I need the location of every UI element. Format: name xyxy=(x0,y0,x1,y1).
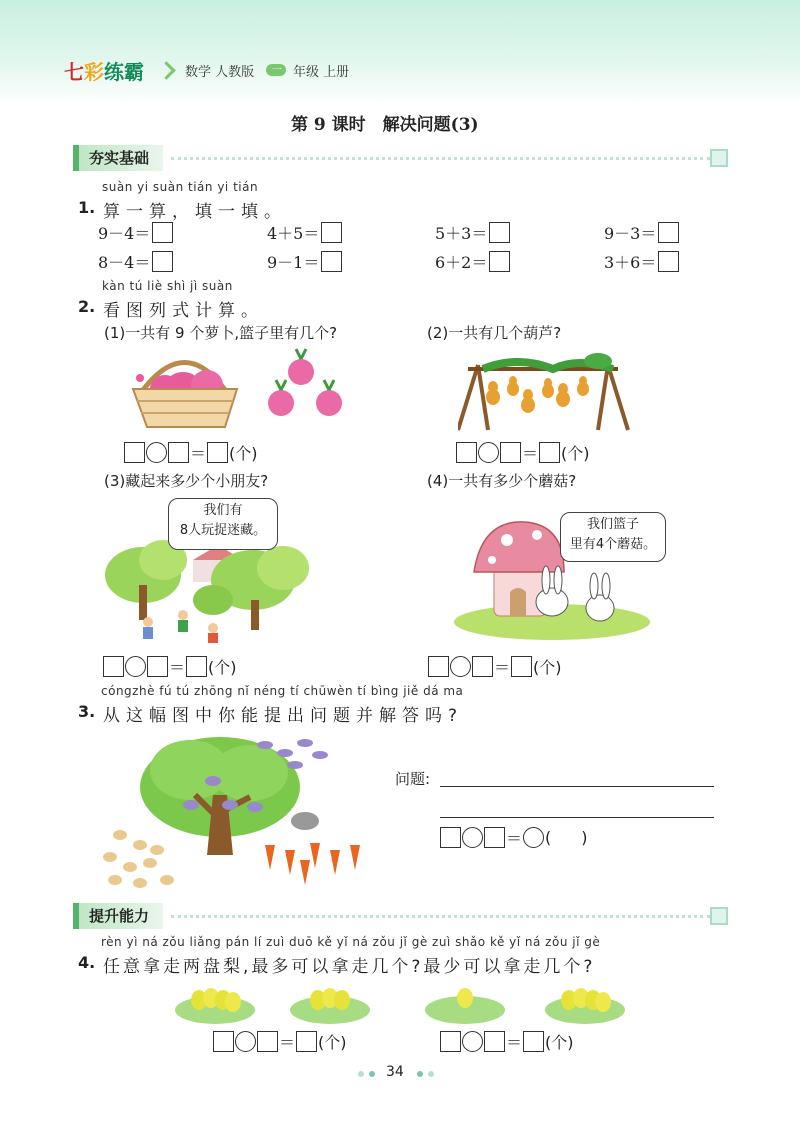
unit-label: (个) xyxy=(561,444,590,463)
q1-item: 4＋5＝ xyxy=(267,221,342,244)
operator-circle[interactable] xyxy=(478,442,499,463)
page-dot xyxy=(428,1071,434,1077)
plate-1 xyxy=(175,988,255,1024)
answer-box[interactable] xyxy=(511,656,532,677)
q3-text: 从这幅图中你能提出问题并解答吗? xyxy=(103,706,464,726)
q1-item: 5＋3＝ xyxy=(435,221,510,244)
answer-box[interactable] xyxy=(213,1031,234,1052)
section-divider xyxy=(171,157,710,160)
q4-number: 4. xyxy=(78,953,96,972)
section-divider xyxy=(171,915,710,918)
brand-logo: 七彩练霸 xyxy=(64,60,144,84)
operator-circle[interactable] xyxy=(146,442,167,463)
plate-4 xyxy=(545,988,625,1024)
pear-plates-image xyxy=(175,978,625,1026)
answer-box[interactable] xyxy=(152,222,173,243)
section-header-advanced xyxy=(73,903,728,929)
q2-number: 2. xyxy=(78,297,96,316)
answer-box[interactable] xyxy=(539,442,560,463)
speech-bubble-hide-seek xyxy=(168,498,278,550)
answer-box[interactable] xyxy=(124,442,145,463)
bubble-line: 里有4个蘑菇。 xyxy=(569,537,657,552)
q4-pinyin: rèn yì ná zǒu liǎng pán lí zuì duō kě yǐ ná zǒu jǐ gè zuì shǎo kě yǐ ná zǒu jǐ gè xyxy=(101,935,601,949)
basket xyxy=(133,389,237,427)
operator-circle[interactable] xyxy=(125,656,146,677)
speech-bubble-mushroom xyxy=(560,512,666,562)
q1-item: 9－4＝ xyxy=(98,221,173,244)
plate-3 xyxy=(425,988,505,1024)
answer-box[interactable] xyxy=(489,251,510,272)
answer-box[interactable] xyxy=(484,827,505,848)
operator-circle[interactable] xyxy=(462,1031,483,1052)
section-end-square xyxy=(710,907,728,925)
answer-box[interactable] xyxy=(428,656,449,677)
page-number: 34 xyxy=(386,1064,404,1080)
answer-box[interactable] xyxy=(489,222,510,243)
q1-item: 8－4＝ xyxy=(98,250,173,273)
answer-box[interactable] xyxy=(321,251,342,272)
operator-circle[interactable] xyxy=(450,656,471,677)
section-label: 夯实基础 xyxy=(79,145,163,171)
operator-circle[interactable] xyxy=(462,827,483,848)
answer-box[interactable] xyxy=(440,1031,461,1052)
unit-open: ( xyxy=(545,828,552,847)
bubble-line: 我们篮子 xyxy=(586,517,639,532)
unit-close: ) xyxy=(581,828,588,847)
radish xyxy=(288,359,314,385)
chicks xyxy=(103,830,174,888)
gourd-vine-image xyxy=(458,345,638,435)
answer-box[interactable] xyxy=(207,442,228,463)
page-dot xyxy=(417,1071,423,1077)
q1-text: 算一算，填一填。 xyxy=(103,202,287,222)
q4-text: 任意拿走两盘梨,最多可以拿走几个?最少可以拿走几个? xyxy=(103,957,596,977)
gourds xyxy=(486,376,589,413)
q1-item: 9－1＝ xyxy=(267,250,342,273)
answer-box[interactable] xyxy=(456,442,477,463)
q2-1-equation: ＝ (个) xyxy=(124,441,258,464)
question-label: 问题: xyxy=(395,770,431,788)
radish xyxy=(268,390,294,416)
radish xyxy=(316,390,342,416)
q3-number: 3. xyxy=(78,702,96,721)
answer-box[interactable] xyxy=(257,1031,278,1052)
answer-box[interactable] xyxy=(484,1031,505,1052)
q2-pinyin: kàn tú liè shì jì suàn xyxy=(102,279,233,293)
q2-4-equation: ＝ (个) xyxy=(428,655,562,678)
answer-box[interactable] xyxy=(658,251,679,272)
q2-2-equation: ＝ (个) xyxy=(456,441,590,464)
section-label: 提升能力 xyxy=(79,903,163,929)
carrots xyxy=(265,843,360,885)
answer-box[interactable] xyxy=(186,656,207,677)
radish-basket-image xyxy=(125,345,365,435)
answer-box[interactable] xyxy=(103,656,124,677)
question-answer-line-2[interactable] xyxy=(440,817,714,818)
bubble-line: 8人玩捉迷藏。 xyxy=(179,523,267,538)
q2-text: 看图列式计算。 xyxy=(103,301,264,321)
header-subject: 数学 人教版 xyxy=(185,65,255,80)
q2-3-equation: ＝ (个) xyxy=(103,655,237,678)
answer-box[interactable] xyxy=(321,222,342,243)
section-end-square xyxy=(710,149,728,167)
tree-animals-image xyxy=(95,725,365,895)
q1-item: 9－3＝ xyxy=(604,221,679,244)
question-answer-line[interactable] xyxy=(440,786,714,787)
q2-sub1: (1)一共有 9 个萝卜,篮子里有几个? xyxy=(104,324,338,342)
page-dot xyxy=(358,1071,364,1077)
section-header-basic xyxy=(73,145,728,171)
page-title: 第 9 课时 解决问题(3) xyxy=(291,115,479,135)
header-grade: 年级 上册 xyxy=(293,65,350,80)
answer-box[interactable] xyxy=(440,827,461,848)
unit-label: (个) xyxy=(229,444,258,463)
q2-sub3: (3)藏起来多少个小朋友? xyxy=(104,472,269,490)
unit-label: (个) xyxy=(533,658,562,677)
answer-box[interactable] xyxy=(168,442,189,463)
q1-item: 3＋6＝ xyxy=(604,250,679,273)
q4-equation-min: ＝ (个) xyxy=(440,1030,574,1053)
answer-circle[interactable] xyxy=(523,827,544,848)
grade-number: 一 xyxy=(272,65,282,76)
answer-box[interactable] xyxy=(152,251,173,272)
answer-box[interactable] xyxy=(500,442,521,463)
q3-pinyin: cóngzhè fú tú zhōng nǐ néng tí chūwèn tí bìng jiě dá ma xyxy=(101,684,464,698)
answer-box[interactable] xyxy=(147,656,168,677)
answer-box[interactable] xyxy=(523,1031,544,1052)
q4-equation-max: ＝ (个) xyxy=(213,1030,347,1053)
q3-equation: ＝ ( ) xyxy=(440,826,588,849)
q2-sub2: (2)一共有几个葫芦? xyxy=(427,324,562,342)
answer-box[interactable] xyxy=(296,1031,317,1052)
q1-number: 1. xyxy=(78,198,96,217)
answer-box[interactable] xyxy=(658,222,679,243)
header-band xyxy=(0,0,800,105)
unit-label: (个) xyxy=(318,1033,347,1052)
page-dot xyxy=(369,1071,375,1077)
plate-2 xyxy=(290,988,370,1024)
q1-item: 6＋2＝ xyxy=(435,250,510,273)
q2-sub4: (4)一共有多少个蘑菇? xyxy=(427,472,577,490)
unit-label: (个) xyxy=(545,1033,574,1052)
bubble-line: 我们有 xyxy=(203,503,243,518)
answer-box[interactable] xyxy=(472,656,493,677)
operator-circle[interactable] xyxy=(235,1031,256,1052)
q1-pinyin: suàn yi suàn tián yi tián xyxy=(102,180,259,194)
unit-label: (个) xyxy=(208,658,237,677)
